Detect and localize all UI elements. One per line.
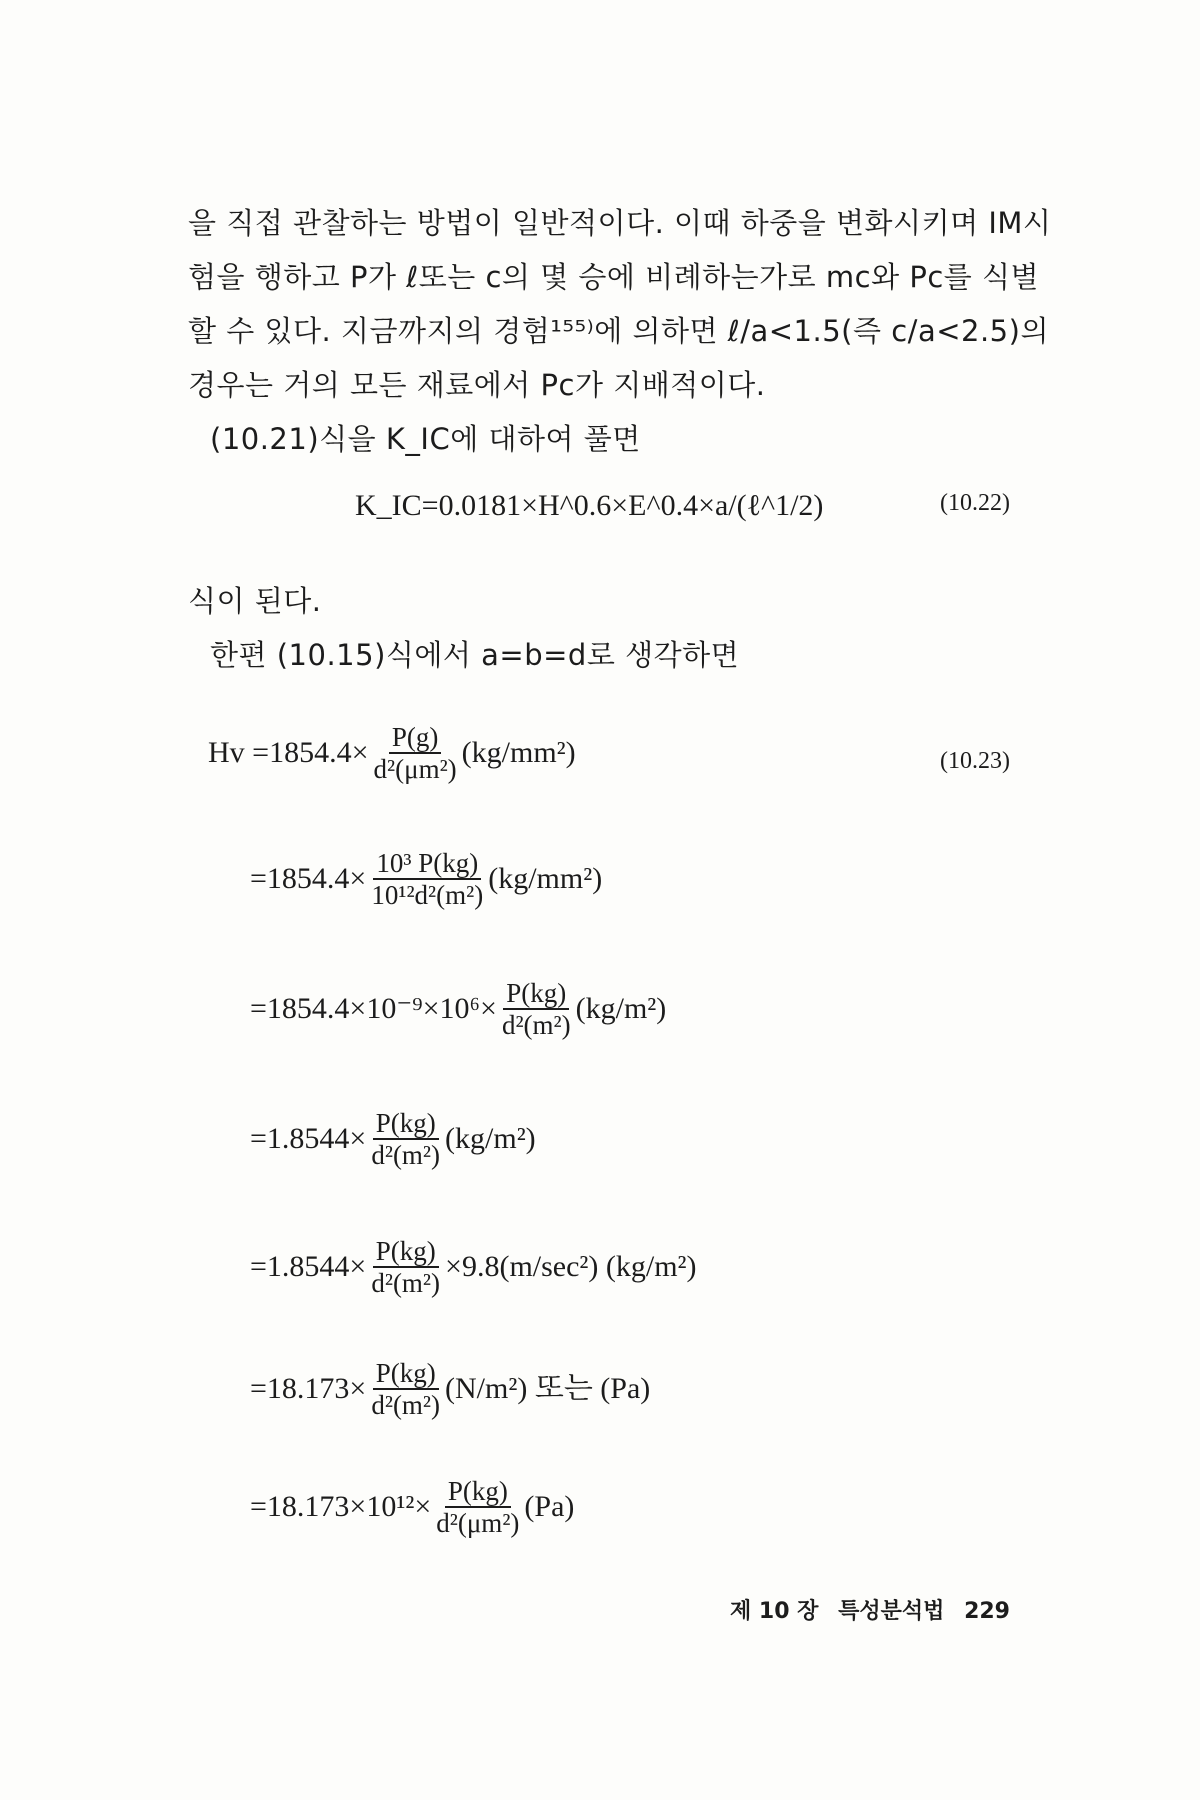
equation-10-22: K_IC=0.0181×H^0.6×E^0.4×a/(ℓ^1/2) xyxy=(355,489,824,522)
equation-number-10-22: (10.22) xyxy=(940,490,1010,516)
derivation-step xyxy=(250,848,602,910)
derivation-step xyxy=(250,1236,697,1298)
after-equation-paragraph xyxy=(188,574,1018,682)
fraction xyxy=(499,978,574,1040)
derivation-step xyxy=(250,1108,536,1170)
fraction xyxy=(368,848,486,910)
paragraph-line: 할 수 있다. 지금까지의 경험¹⁵⁵⁾에 의하면 ℓ/a<1.5(즉 c/a<2.5)의 xyxy=(188,314,1049,348)
equation-lhs: Hv =1854.4× xyxy=(208,736,369,769)
fraction-numerator: P(g) xyxy=(389,722,442,754)
equation-10-23 xyxy=(208,722,576,784)
fraction-denominator: d²(m²) xyxy=(371,1268,441,1298)
footer-title: 특성분석법 xyxy=(838,1599,945,1624)
step-prefix: =18.173× xyxy=(250,1372,367,1405)
fraction xyxy=(433,1476,522,1538)
fraction-numerator: 10³ P(kg) xyxy=(373,848,481,880)
meanwhile-line: 한편 (10.15)식에서 a=b=d로 생각하면 xyxy=(210,638,740,672)
fraction-numerator: P(kg) xyxy=(373,1358,439,1390)
after-equation-line: 식이 된다. xyxy=(188,584,322,618)
fraction xyxy=(368,1108,443,1170)
fraction-numerator: P(kg) xyxy=(373,1236,439,1268)
step-prefix: =18.173×10¹²× xyxy=(250,1490,432,1523)
fraction-denominator: d²(m²) xyxy=(371,1140,441,1170)
step-prefix: =1854.4× xyxy=(250,862,367,895)
fraction-denominator: d²(μm²) xyxy=(436,1508,520,1538)
step-prefix: =1.8544× xyxy=(250,1250,367,1283)
fraction-denominator: d²(μm²) xyxy=(373,754,457,784)
paragraph-line: 험을 행하고 P가 ℓ또는 c의 몇 승에 비례하는가로 mc와 Pc를 식별 xyxy=(188,260,1040,294)
step-suffix: (N/m²) 또는 (Pa) xyxy=(445,1372,651,1405)
step-prefix: =1854.4×10⁻⁹×10⁶× xyxy=(250,992,497,1025)
fraction-numerator: P(kg) xyxy=(503,978,569,1010)
paragraph-line: 을 직접 관찰하는 방법이 일반적이다. 이때 하중을 변화시키며 IM시 xyxy=(188,206,1052,240)
solve-line: (10.21)식을 K_IC에 대하여 풀면 xyxy=(210,422,641,456)
intro-paragraph xyxy=(188,196,1052,466)
fraction xyxy=(368,1358,443,1420)
fraction-numerator: P(kg) xyxy=(445,1476,511,1508)
step-suffix: ×9.8(m/sec²) (kg/m²) xyxy=(445,1250,697,1283)
page-footer xyxy=(718,1594,1010,1625)
equation-number-10-23: (10.23) xyxy=(940,748,1010,774)
step-prefix: =1.8544× xyxy=(250,1122,367,1155)
step-suffix: (kg/m²) xyxy=(575,992,667,1025)
derivation-step xyxy=(250,1476,574,1538)
fraction xyxy=(371,722,460,784)
derivation-step xyxy=(250,978,666,1040)
paragraph-line: 경우는 거의 모든 재료에서 Pc가 지배적이다. xyxy=(188,368,766,402)
page-number: 229 xyxy=(964,1599,1010,1624)
fraction-denominator: d²(m²) xyxy=(371,1390,441,1420)
fraction xyxy=(368,1236,443,1298)
fraction-denominator: 10¹²d²(m²) xyxy=(371,880,484,910)
equation-unit: (kg/mm²) xyxy=(461,736,576,769)
fraction-denominator: d²(m²) xyxy=(501,1010,571,1040)
fraction-numerator: P(kg) xyxy=(373,1108,439,1140)
derivation-step xyxy=(250,1358,650,1420)
step-suffix: (kg/m²) xyxy=(445,1122,536,1155)
footer-chapter: 제 10 장 xyxy=(730,1599,819,1624)
step-suffix: (Pa) xyxy=(524,1490,575,1523)
step-suffix: (kg/mm²) xyxy=(488,862,603,895)
